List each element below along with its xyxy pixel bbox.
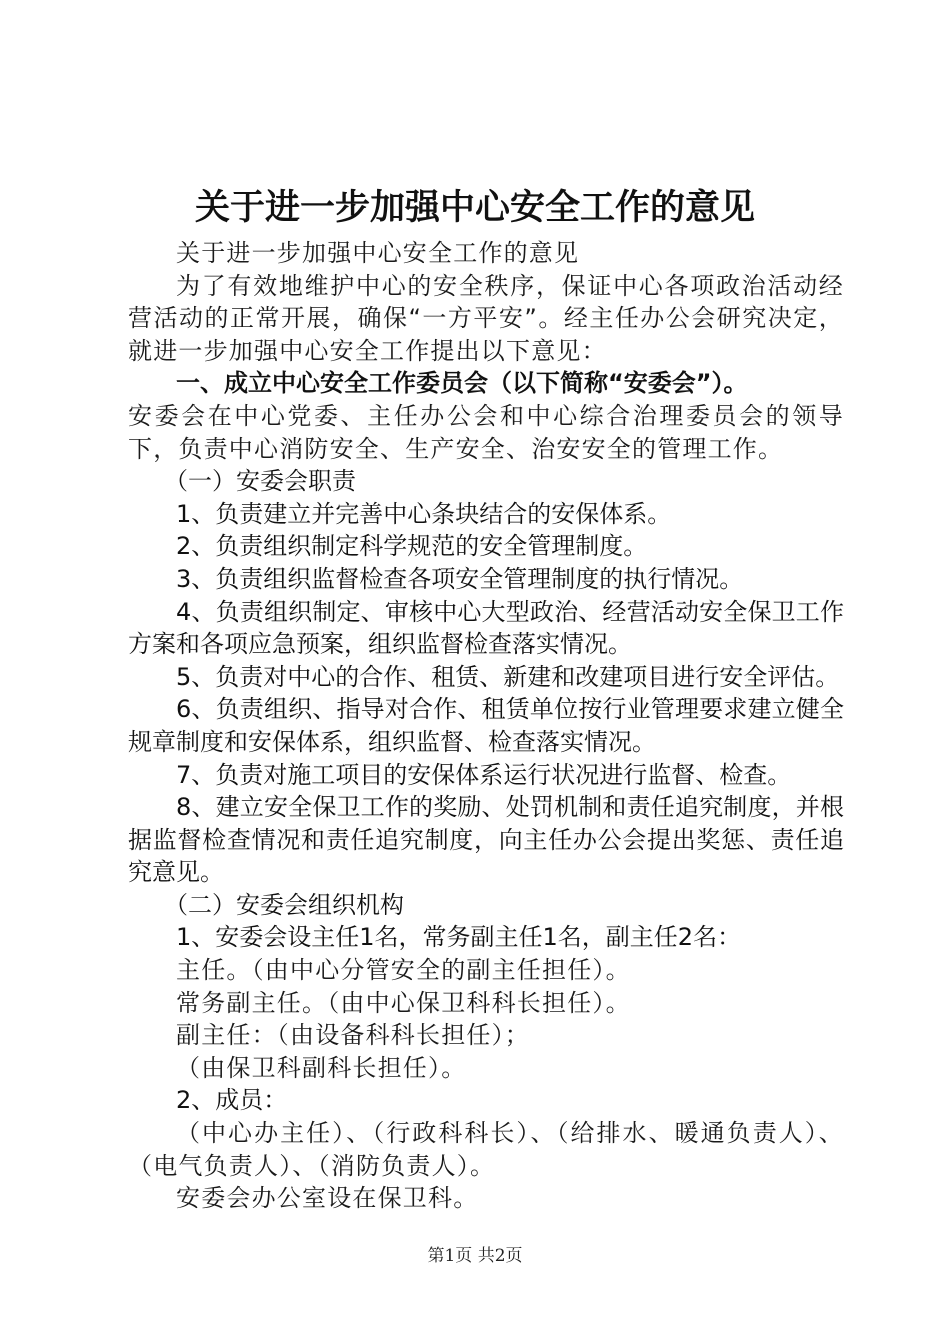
document-body — [128, 237, 844, 1215]
org-members: （中心办主任）、（行政科科长）、（给排水、暖通负责人）、（电气负责人）、（消防负责人）。 — [128, 1119, 844, 1180]
page-footer: 第1页 共2页 — [427, 1246, 523, 1266]
org-item-2: 2、成员： — [176, 1086, 288, 1115]
duty-item-6: 6、负责组织、指导对合作、租赁单位按行业管理要求建立健全规章制度和安保体系，组织监督、检查落实情况。 — [128, 695, 844, 756]
paragraph-intro: 为了有效地维护中心的安全秩序，保证中心各项政治活动经营活动的正常开展，确保“一方平安”。经主任办公会研究决定，就进一步加强中心安全工作提出以下意见： — [128, 271, 844, 365]
org-office: 安委会办公室设在保卫科。 — [176, 1184, 479, 1213]
duty-item-5: 5、负责对中心的合作、租赁、新建和改建项目进行安全评估。 — [176, 662, 840, 691]
org-deputy-2: （由保卫科副科长担任）。 — [176, 1053, 467, 1082]
org-item-1: 1、安委会设主任1名，常务副主任1名，副主任2名： — [176, 923, 742, 952]
paragraph-committee-scope: 安委会在中心党委、主任办公会和中心综合治理委员会的领导下，负责中心消防安全、生产安全、治安安全的管理工作。 — [128, 401, 844, 463]
paragraph-subtitle: 关于进一步加强中心安全工作的意见 — [176, 239, 580, 267]
org-director: 主任。（由中心分管安全的副主任担任）。 — [176, 956, 631, 985]
heading-duties: （一）安委会职责 — [164, 467, 356, 496]
duty-item-2: 2、负责组织制定科学规范的安全管理制度。 — [176, 532, 648, 561]
duty-item-4: 4、负责组织制定、审核中心大型政治、经营活动安全保卫工作方案和各项应急预案，组织监督检查落实情况。 — [128, 597, 844, 659]
heading-section-1: 一、成立中心安全工作委员会（以下简称“安委会”）。 — [176, 369, 748, 398]
duty-item-7: 7、负责对施工项目的安保体系运行状况进行监督、检查。 — [176, 760, 792, 789]
heading-organization: （二）安委会组织机构 — [164, 890, 404, 919]
org-executive-deputy: 常务副主任。（由中心保卫科科长担任）。 — [176, 988, 631, 1017]
org-deputy: 副主任：（由设备科科长担任）； — [176, 1021, 530, 1050]
duty-item-8: 8、建立安全保卫工作的奖励、处罚机制和责任追究制度，并根据监督检查情况和责任追究制度，向主任办公会提出奖惩、责任追究意见。 — [128, 793, 844, 887]
duty-item-1: 1、负责建立并完善中心条块结合的安保体系。 — [176, 499, 672, 528]
duty-item-3: 3、负责组织监督检查各项安全管理制度的执行情况。 — [176, 564, 744, 593]
document-title: 关于进一步加强中心安全工作的意见 — [194, 187, 755, 228]
